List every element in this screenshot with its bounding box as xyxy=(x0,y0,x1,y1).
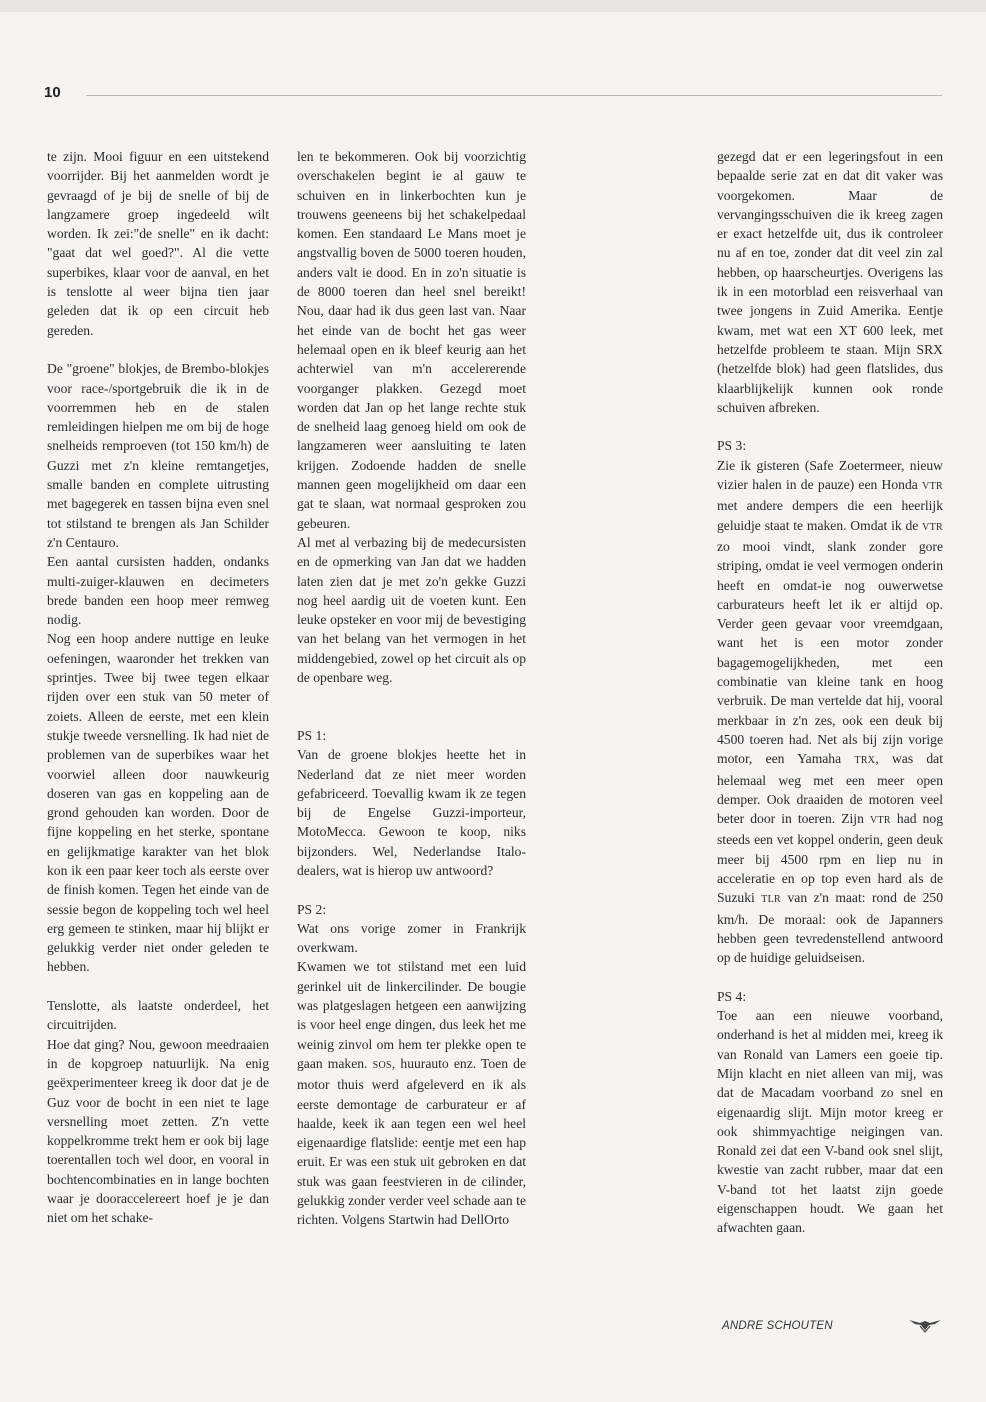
abbreviation: SOS xyxy=(372,1059,392,1071)
paragraph: Wat ons vorige zomer in Frankrijk overkwam. xyxy=(297,920,526,956)
paragraph-text: zo mooi vindt, slank zonder gore striping, omdat ie veel vermogen onderin heeft en omdat-ie nog ouwerwetse carburateurs heeft let ik er altijd op. Verder geen gevaar voor vreemdgaan, want het is een motor zonder bagagemogelijkheden, met een combinatie van kleine tank en hoog verbruik. De man vertelde dat hij, vooral merkbaar in z'n zes, ook een deuk bij 4500 toeren had. Net als bij zijn vorige motor, een Yamaha xyxy=(717,538,943,767)
paragraph-text: Kwamen we tot stilstand met een luid gerinkel uit de linkercilinder. De bougie was platgeslagen hetgeen een aanwijzing is voor heel enge dingen, dus leek het me weinig zinvol om hem ter plekke open te gaan maken. xyxy=(297,959,526,1071)
paragraph: De "groene" blokjes, de Brembo-blokjes voor race-/sportgebruik die ik in de voorremmen heb en de stalen remleidingen hielpen me om bij de hoge snelheids remproeven (tot 150 km/h) de Guzzi met z'n kleine remtangetjes, smalle banden en complete uitrusting met bagegerek en tassen bijna even snel tot stilstand te brengen als Jan Schilder z'n Centauro. xyxy=(47,361,269,550)
eagle-emblem-icon xyxy=(908,1317,942,1333)
paragraph: Hoe dat ging? Nou, gewoon meedraaien in de kopgroep natuurlijk. Na enig geëxperimenteer kreeg ik door dat je de Guz voor de bocht in een niet te lage versnelling moet zetten. Z'n vette koppelkromme trekt hem er ook bij lage toerentallen toch wel door, en vooral in bochtencombinaties en in lange bochten waar je dooraccelereert hoef je je dan niet om het schake- xyxy=(47,1036,269,1226)
paragraph-text: met andere dempers die een heerlijk geluidje staat te maken. Omdat ik de xyxy=(717,498,943,533)
paragraph-text: van z'n maat: rond de 250 km/h. De moraal: ook de Japanners hebben geen tevredenstellend antwoord op de huidige geluidseisen. xyxy=(717,890,944,966)
abbreviation: VTR xyxy=(869,815,891,827)
paragraph-text: , was dat helemaal weg met een meer open demper. Ook draaiden de motoren veel beter door in toeren. Zijn xyxy=(717,751,943,827)
article-column-3 xyxy=(717,147,943,1238)
paragraph-text: had nog steeds een vet koppel onderin, geen deuk meer bij 4500 rpm en liep nu in acceleratie en op top even hard als de Suzuki xyxy=(717,811,943,906)
article-column-2 xyxy=(297,147,526,1230)
paragraph-text: Zie ik gisteren (Safe Zoetermeer, nieuw vizier halen in de pauze) een Honda xyxy=(717,457,943,493)
paragraph: Al met al verbazing bij de medecursisten en de opmerking van Jan dat we hadden laten zien dat je met zo'n gekke Guzzi nog heel aardig uit de voeten kunt. Een leuke opsteker en voor mij de bevestiging van het belang van het vermogen in het middengebied, zowel op het circuit als op de openbare weg. xyxy=(297,534,526,686)
paragraph xyxy=(717,456,943,968)
ps-heading: PS 2: xyxy=(297,901,327,917)
paragraph: Een aantal cursisten hadden, ondanks multi-zuiger-klauwen en decimeters brede banden een hoop meer remweg nodig. xyxy=(47,554,269,628)
paragraph xyxy=(297,957,526,1229)
abbreviation: VTR xyxy=(922,481,943,493)
header-rule xyxy=(86,95,942,96)
paragraph: Toe aan een nieuwe voorband, onderhand is het al midden mei, kreeg ik van Ronald van Lamers een goeie tip. Mijn klacht en niet alleen van mij, was dat de Macadam voorband zo snel en eigenaardig slijt. Mijn motor kreeg er ook shimmyachtige neigingen van. Ronald zei dat een V-band ook snel slijt, kwestie van zacht rubber, maar dat een V-band tot het laatst zijn goede eigenschappen houdt. We gaan het afwachten gaan. xyxy=(717,1008,943,1236)
paragraph: len te bekommeren. Ook bij voorzichtig overschakelen begint ie al gauw te schuiven en in linkerbochten kun je trouwens geeneens bij het schakelpedaal komen. Een standaard Le Mans moet je angstvallig boven de 5000 toeren houden, anders valt ie dood. En in zo'n situatie is de 8000 toeren dan heel snel bereikt! Nou, daar had ik dus geen last van. Naar het einde van de bocht het gas weer helemaal open en ik bleef keurig aan het achterwiel van m'n accelererende voorganger plakken. Gezegd moet worden dat Jan op het lange rechte stuk de snelheid laag genoeg hield om ook de langzameren weer aansluiting te laten krijgen. Zodoende hadden de snelle mannen geen mogelijkheid om daar een gat te slaan, wat normaal gesproken zou gebeuren. xyxy=(297,149,526,531)
paragraph: Nog een hoop andere nuttige en leuke oefeningen, waaronder het trekken van sprintjes. Twee bij twee tegen elkaar rijden over een stuk van 50 meter of zoiets. Alleen de eerste, met een klein stukje tweede versnelling. Ik had niet de problemen van de superbikes waar het voorwiel alleen door nauwkeurig doseren van gas en koppeling aan de grond gehouden kan worden. Door de fijne koppeling en het sterke, spontane en gelijkmatige karakter van het blok kon ik een paar keer toch als eerste over de finish komen. Tegen het einde van de sessie begon de koppeling toch wel heel erg gemeen te stinken, maar hij blijkt er gelukkig verder niet onder geleden te hebben. xyxy=(47,631,269,975)
ps-heading: PS 3: xyxy=(717,438,747,454)
paragraph: te zijn. Mooi figuur en een uitstekend voorrijder. Bij het aanmelden wordt je gevraagd of je bij de snelle of bij de langzamere groep ingedeeld wilt worden. Ik zei:"de snelle" en ik dacht: "gaat dat wel goed?". Al die vette superbikes, klaar voor de aanval, en het is tenslotte al weer bijna tien jaar geleden dat ik op een circuit heb gereden. xyxy=(47,149,269,338)
ps-heading: PS 1: xyxy=(297,727,327,743)
article-column-1 xyxy=(47,147,269,1228)
abbreviation: VTR xyxy=(922,521,943,533)
author-signature: ANDRE SCHOUTEN xyxy=(722,1320,833,1332)
abbreviation: TRX xyxy=(854,755,876,767)
page-number: 10 xyxy=(44,84,61,101)
abbreviation: TLR xyxy=(761,894,782,906)
paragraph: Tenslotte, als laatste onderdeel, het circuitrijden. xyxy=(47,998,269,1033)
ps-heading: PS 4: xyxy=(717,988,747,1004)
paragraph-text: , huurauto enz. Toen de motor thuis werd afgeleverd en ik als eerste demontage de carburateur er af haalde, keek ik aan tegen een wel heel eigenaardige flatslide: eentje met een hap eruit. Er was een stuk uit gebroken en dat stuk was gaan feestvieren in de cilinder, gelukkig zonder verder veel schade aan te richten. Volgens Startwin had DellOrto xyxy=(297,1055,526,1228)
paragraph: gezegd dat er een legeringsfout in een bepaalde serie zat en dat dit vaker was voorgekomen. Maar de vervangingsschuiven die ik kreeg zagen er exact hetzelfde uit, dus ik controleer nu af en toe, zonder dat dit veel zin zal hebben, op haarscheurtjes. Overigens las ik in een motorblad een reisverhaal van twee jongens in Zuid Amerika. Eentje kwam, met wat een XT 600 leek, met hetzelfde probleem te staan. Mijn SRX (hetzelfde blok) had geen flatslides, dus klaarblijkelijk kunnen ook ronde schuiven afbreken. xyxy=(717,149,943,415)
paragraph: Van de groene blokjes heette het in Nederland dat ze niet meer worden gefabriceerd. Toevallig kwam ik ze tegen bij de Engelse Guzzi-importeur, MotoMecca. Gewoon te koop, niks bijzonders. Wel, Nederlandse Italo-dealers, wat is hierop uw antwoord? xyxy=(297,747,526,878)
page-top-edge xyxy=(0,0,986,12)
